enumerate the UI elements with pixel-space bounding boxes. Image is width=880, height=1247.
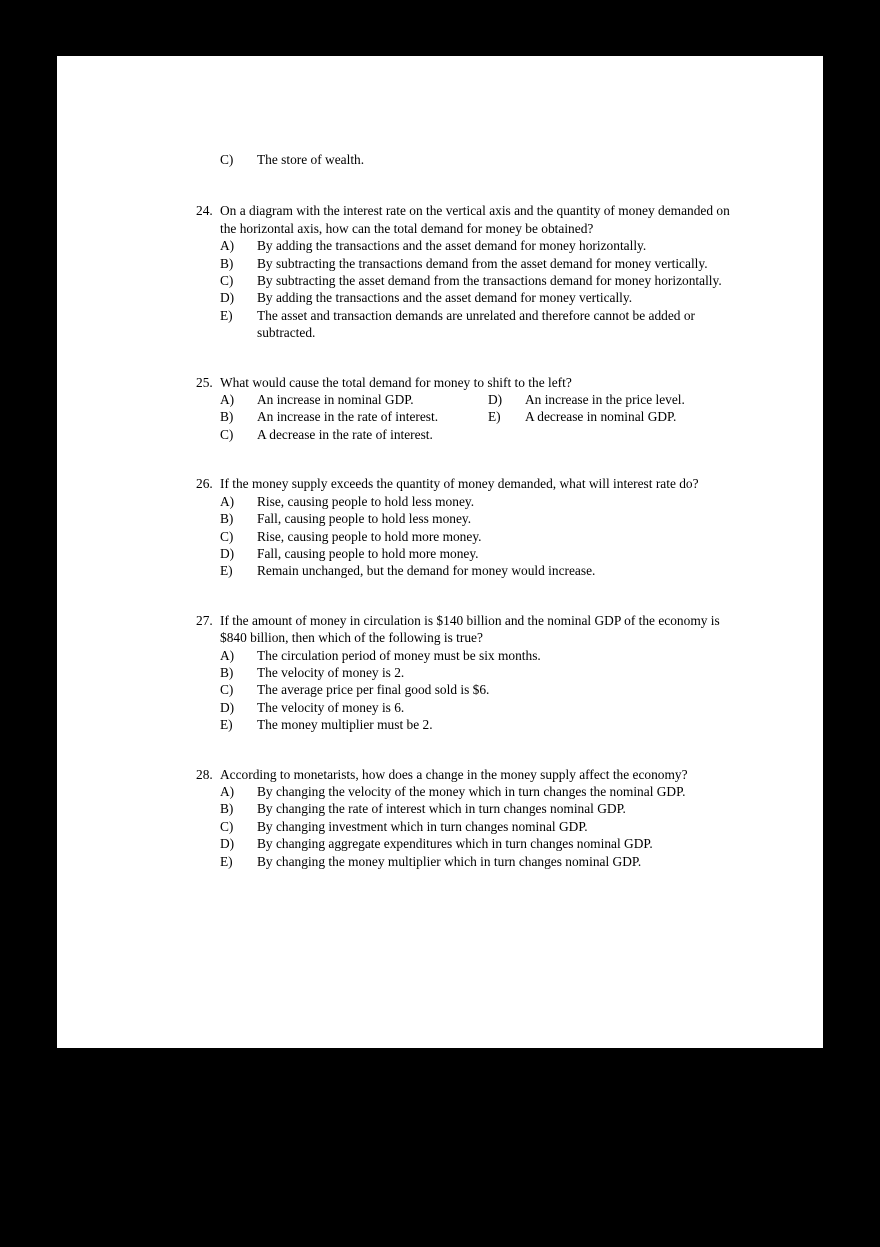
option-letter: A) (220, 238, 235, 254)
question-body (220, 612, 748, 734)
fragment-option-letter: C) (220, 152, 234, 167)
options-list (220, 647, 748, 734)
question-body (220, 202, 748, 341)
option-row (220, 664, 748, 681)
question-number: 26. (196, 476, 213, 492)
option-row (220, 800, 748, 817)
option-letter: E) (220, 563, 233, 579)
option-row (220, 426, 488, 443)
question-body (220, 766, 748, 870)
option-text: Rise, causing people to hold more money. (257, 528, 482, 544)
options-list (220, 493, 748, 580)
option-row (220, 408, 488, 425)
option-row (220, 853, 748, 870)
option-letter: A) (220, 783, 235, 799)
option-text: An increase in the price level. (525, 392, 685, 408)
option-row (488, 391, 748, 408)
option-letter: C) (220, 426, 234, 442)
option-text: The asset and transaction demands are unrelated and therefore cannot be added or subtracted. (257, 307, 695, 341)
option-row (220, 699, 748, 716)
option-letter: C) (220, 273, 234, 289)
option-letter: C) (220, 682, 234, 698)
fragment-option-text: The store of wealth. (257, 152, 365, 167)
option-letter: B) (220, 409, 234, 425)
question (196, 612, 748, 734)
question-number: 25. (196, 374, 213, 390)
option-letter: A) (220, 647, 235, 663)
option-row (220, 562, 748, 579)
option-text: By adding the transactions and the asset demand for money vertically. (257, 290, 633, 306)
document-page (57, 56, 823, 1048)
question-body (220, 475, 748, 579)
option-text: By subtracting the transactions demand from the asset demand for money vertically. (257, 255, 708, 271)
option-letter: B) (220, 255, 234, 271)
options-list (220, 391, 748, 443)
option-text: An increase in the rate of interest. (257, 409, 439, 425)
question-text: If the amount of money in circulation is $140 billion and the nominal GDP of the economy is $840 billion, then which of the following is true? (220, 612, 720, 646)
question (196, 374, 748, 444)
option-text: By changing the velocity of the money which in turn changes the nominal GDP. (257, 783, 686, 799)
option-row (220, 307, 748, 342)
option-text: Fall, causing people to hold more money. (257, 545, 479, 561)
option-text: By changing aggregate expenditures which in turn changes nominal GDP. (257, 836, 653, 852)
option-text: By adding the transactions and the asset demand for money horizontally. (257, 238, 647, 254)
option-row (220, 493, 748, 510)
option-letter: D) (220, 699, 235, 715)
options-list (220, 783, 748, 870)
question-text: What would cause the total demand for money to shift to the left? (220, 374, 572, 390)
option-text: A decrease in nominal GDP. (525, 409, 677, 425)
option-text: The velocity of money is 2. (257, 664, 405, 680)
option-row (220, 835, 748, 852)
option-letter: E) (220, 853, 233, 869)
option-text: By changing the rate of interest which in turn changes nominal GDP. (257, 801, 626, 817)
option-letter: D) (220, 836, 235, 852)
question-body (220, 374, 748, 444)
option-letter: B) (220, 664, 234, 680)
option-row (220, 289, 748, 306)
option-row (220, 647, 748, 664)
option-text: The circulation period of money must be six months. (257, 647, 541, 663)
option-letter: A) (220, 493, 235, 509)
question (196, 202, 748, 341)
option-letter: E) (220, 307, 233, 323)
question-text: On a diagram with the interest rate on the vertical axis and the quantity of money demanded on the horizontal axis, how can the total demand for money be obtained? (220, 203, 730, 236)
question-number: 28. (196, 766, 213, 782)
questions-container (196, 202, 748, 870)
option-letter: B) (220, 801, 234, 817)
option-letter: C) (220, 818, 234, 834)
question (196, 475, 748, 579)
option-letter: D) (220, 290, 235, 306)
question (196, 766, 748, 870)
option-row (220, 255, 748, 272)
option-row (220, 272, 748, 289)
option-text: Fall, causing people to hold less money. (257, 511, 472, 527)
question-number: 24. (196, 203, 213, 219)
option-letter: A) (220, 392, 235, 408)
fragment-option-row (220, 151, 748, 168)
option-letter: E) (220, 717, 233, 733)
option-letter: E) (488, 409, 501, 425)
options-list (220, 237, 748, 341)
option-text: Rise, causing people to hold less money. (257, 493, 475, 509)
option-row (220, 716, 748, 733)
option-text: By changing investment which in turn changes nominal GDP. (257, 818, 588, 834)
option-letter: D) (488, 392, 503, 408)
option-text: By changing the money multiplier which in turn changes nominal GDP. (257, 853, 642, 869)
option-letter: D) (220, 545, 235, 561)
option-row (220, 510, 748, 527)
option-text: By subtracting the asset demand from the transactions demand for money horizontally. (257, 273, 722, 289)
option-text: The velocity of money is 6. (257, 699, 405, 715)
option-letter: C) (220, 528, 234, 544)
option-row (220, 818, 748, 835)
option-letter: B) (220, 511, 234, 527)
option-row (220, 528, 748, 545)
question-text: According to monetarists, how does a change in the money supply affect the economy? (220, 766, 688, 782)
option-row (220, 681, 748, 698)
option-text: A decrease in the rate of interest. (257, 426, 433, 442)
option-text: Remain unchanged, but the demand for money would increase. (257, 563, 596, 579)
question-number: 27. (196, 612, 213, 628)
option-text: The money multiplier must be 2. (257, 717, 433, 733)
question-text: If the money supply exceeds the quantity of money demanded, what will interest rate do? (220, 476, 699, 492)
option-row (220, 237, 748, 254)
option-row (220, 783, 748, 800)
option-row (220, 545, 748, 562)
option-text: The average price per final good sold is $6. (257, 682, 490, 698)
option-text: An increase in nominal GDP. (257, 392, 414, 408)
option-row (220, 391, 488, 408)
option-row (488, 408, 748, 425)
